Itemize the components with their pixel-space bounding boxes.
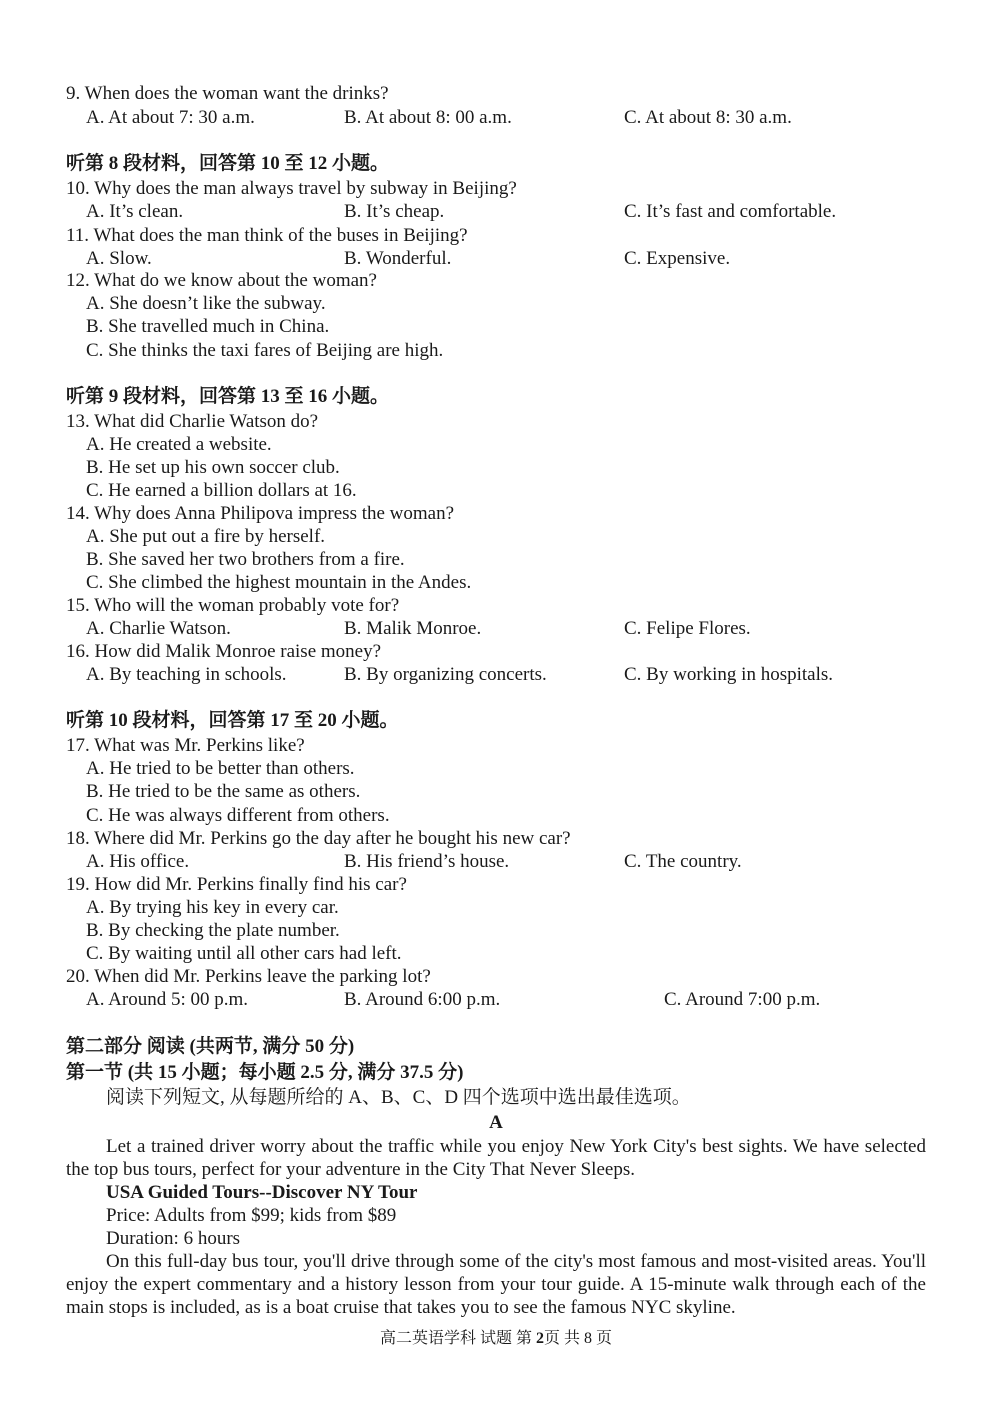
question-14 [0,502,992,526]
question-stem: 9. When does the woman want the drinks? [66,83,389,104]
question-14-option-b [0,548,992,572]
question-17-option-b [0,780,992,804]
option-b: B. Wonderful. [344,248,452,269]
option-a: A. She doesn’t like the subway. [86,293,326,314]
question-12 [0,269,992,293]
option-a: A. He created a website. [86,434,272,455]
tour-price: Price: Adults from $99; kids from $89 [106,1205,397,1226]
option-a: A. He tried to be better than others. [86,758,355,779]
option-c: C. It’s fast and comfortable. [624,201,837,222]
question-stem: 16. How did Malik Monroe raise money? [66,641,382,662]
option-c: C. At about 8: 30 a.m. [624,107,792,128]
question-19-option-a [0,896,992,920]
option-a: A. At about 7: 30 a.m. [86,107,255,128]
tour-title: USA Guided Tours--Discover NY Tour [106,1182,418,1203]
question-stem: 13. What did Charlie Watson do? [66,411,319,432]
question-11-options [0,247,992,271]
question-16 [0,640,992,664]
question-stem: 18. Where did Mr. Perkins go the day after he bought his new car? [66,828,571,849]
question-15 [0,594,992,618]
option-c: C. She climbed the highest mountain in the Andes. [86,572,472,593]
option-a: A. Charlie Watson. [86,618,231,639]
question-9 [0,82,992,106]
option-b: B. It’s cheap. [344,201,445,222]
question-10 [0,177,992,201]
part-two-title: 第二部分 阅读 (共两节, 满分 50 分) [66,1036,355,1057]
option-a: A. His office. [86,851,190,872]
option-c: C. Around 7:00 p.m. [664,989,821,1010]
option-c: C. Felipe Flores. [624,618,751,639]
question-18 [0,827,992,851]
question-13-option-b [0,456,992,480]
option-c: C. By waiting until all other cars had left. [86,943,402,964]
question-stem: 15. Who will the woman probably vote for? [66,595,400,616]
section-heading-8: 听第 8 段材料，回答第 10 至 12 小题。 [66,153,390,174]
question-19-option-b [0,919,992,943]
question-19 [0,873,992,897]
option-c: C. Expensive. [624,248,731,269]
question-17 [0,734,992,758]
question-19-option-c [0,942,992,966]
question-stem: 20. When did Mr. Perkins leave the parking lot? [66,966,431,987]
question-17-option-a [0,757,992,781]
question-stem: 11. What does the man think of the buses in Beijing? [66,225,468,246]
question-20-options [0,988,992,1012]
question-stem: 17. What was Mr. Perkins like? [66,735,305,756]
question-13-option-c [0,479,992,503]
section-one-title: 第一节 (共 15 小题；每小题 2.5 分, 满分 37.5 分) [66,1062,464,1083]
question-16-options [0,663,992,687]
option-c: C. He was always different from others. [86,805,390,826]
option-b: B. Around 6:00 p.m. [344,989,501,1010]
question-14-option-a [0,525,992,549]
option-b: B. At about 8: 00 a.m. [344,107,512,128]
question-14-option-c [0,571,992,595]
footer-total: 页 共 8 页 [544,1330,613,1347]
option-b: B. His friend’s house. [344,851,510,872]
tour-duration: Duration: 6 hours [106,1228,241,1249]
question-12-option-b [0,315,992,339]
option-b: B. By checking the plate number. [86,920,340,941]
option-c: C. She thinks the taxi fares of Beijing are high. [86,340,444,361]
page-number: 2 [536,1330,544,1347]
question-20 [0,965,992,989]
question-15-options [0,617,992,641]
passage-label: A [489,1112,503,1133]
option-b: B. She travelled much in China. [86,316,330,337]
question-18-options [0,850,992,874]
option-b: B. He tried to be the same as others. [86,781,361,802]
section-heading-9: 听第 9 段材料，回答第 13 至 16 小题。 [66,386,390,407]
option-b: B. She saved her two brothers from a fire. [86,549,405,570]
question-stem: 14. Why does Anna Philipova impress the woman? [66,503,455,524]
option-c: C. By working in hospitals. [624,664,834,685]
question-17-option-c [0,804,992,828]
question-stem: 10. Why does the man always travel by subway in Beijing? [66,178,517,199]
question-9-options [0,106,992,130]
question-12-option-a [0,292,992,316]
option-a: A. She put out a fire by herself. [86,526,326,547]
page-footer [0,1328,992,1350]
option-a: A. Around 5: 00 p.m. [86,989,249,1010]
question-12-option-c [0,339,992,363]
option-b: B. Malik Monroe. [344,618,482,639]
option-a: A. By trying his key in every car. [86,897,339,918]
question-13-option-a [0,433,992,457]
question-stem: 19. How did Mr. Perkins finally find his car? [66,874,407,895]
footer-text: 高二英语学科 试题 第 [379,1330,536,1347]
option-c: C. The country. [624,851,742,872]
question-13 [0,410,992,434]
question-stem: 12. What do we know about the woman? [66,270,377,291]
option-a: A. By teaching in schools. [86,664,287,685]
passage-paragraph-1: Let a trained driver worry about the traffic while you enjoy New York City's best sights. We have selected the top bus tours, perfect for your adventure in the City That Never Sleeps. [66,1136,926,1180]
option-b: B. He set up his own soccer club. [86,457,340,478]
option-b: B. By organizing concerts. [344,664,547,685]
question-10-options [0,200,992,224]
option-a: A. It’s clean. [86,201,184,222]
reading-instruction: 阅读下列短文, 从每题所给的 A、B、C、D 四个选项中选出最佳选项。 [106,1087,691,1108]
passage-paragraph-2: On this full-day bus tour, you'll drive through some of the city's most famous and most-visited areas. You'll enjoy the expert commentary and a history lesson from your tour guide. A 15-minute walk through each of the main stops is included, as is a boat cruise that takes you to see the famous NYC skyline. [66,1251,926,1318]
option-c: C. He earned a billion dollars at 16. [86,480,357,501]
option-a: A. Slow. [86,248,152,269]
section-heading-10: 听第 10 段材料，回答第 17 至 20 小题。 [66,710,399,731]
question-11 [0,224,992,248]
